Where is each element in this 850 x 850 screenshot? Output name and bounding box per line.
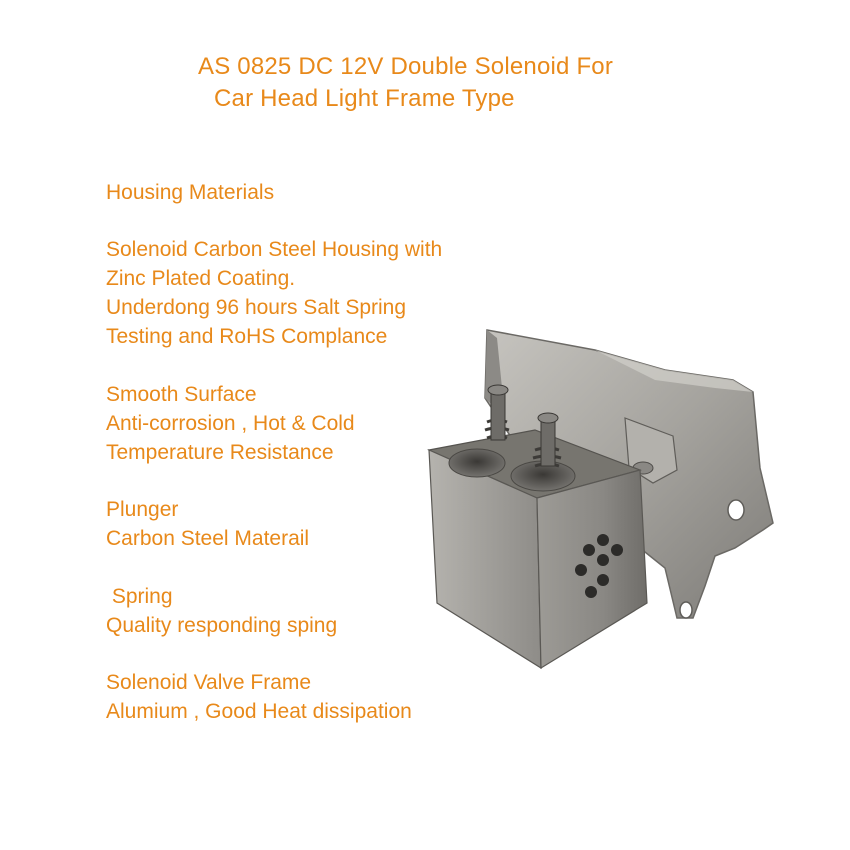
surface-line-1: Anti-corrosion , Hot & Cold bbox=[106, 412, 355, 435]
title-line-2: Car Head Light Frame Type bbox=[214, 85, 515, 112]
housing-heading: Housing Materials bbox=[106, 181, 275, 204]
plunger-heading: Plunger bbox=[106, 498, 179, 521]
coil-icon bbox=[449, 449, 505, 477]
frame-heading: Solenoid Valve Frame bbox=[106, 671, 312, 694]
housing-line-3: Underdong 96 hours Salt Spring bbox=[106, 296, 407, 319]
plunger-icon bbox=[541, 418, 555, 466]
surface-line-2: Temperature Resistance bbox=[106, 441, 334, 464]
mounting-hole-icon bbox=[728, 500, 744, 520]
housing-line-2: Zinc Plated Coating. bbox=[106, 267, 296, 290]
frame-line-1: Alumium , Good Heat dissipation bbox=[106, 700, 412, 723]
plunger-icon bbox=[491, 390, 505, 440]
mounting-hole-icon bbox=[680, 602, 692, 618]
housing-line-1: Solenoid Carbon Steel Housing with bbox=[106, 238, 443, 261]
surface-heading: Smooth Surface bbox=[106, 383, 257, 406]
housing-line-4: Testing and RoHS Complance bbox=[106, 325, 388, 348]
plunger-line-1: Carbon Steel Materail bbox=[106, 527, 310, 550]
spring-line-1: Quality responding sping bbox=[106, 614, 338, 637]
title-line-1: AS 0825 DC 12V Double Solenoid For bbox=[198, 53, 614, 80]
solenoid-product-photo bbox=[415, 318, 785, 678]
spring-heading: Spring bbox=[106, 585, 173, 608]
